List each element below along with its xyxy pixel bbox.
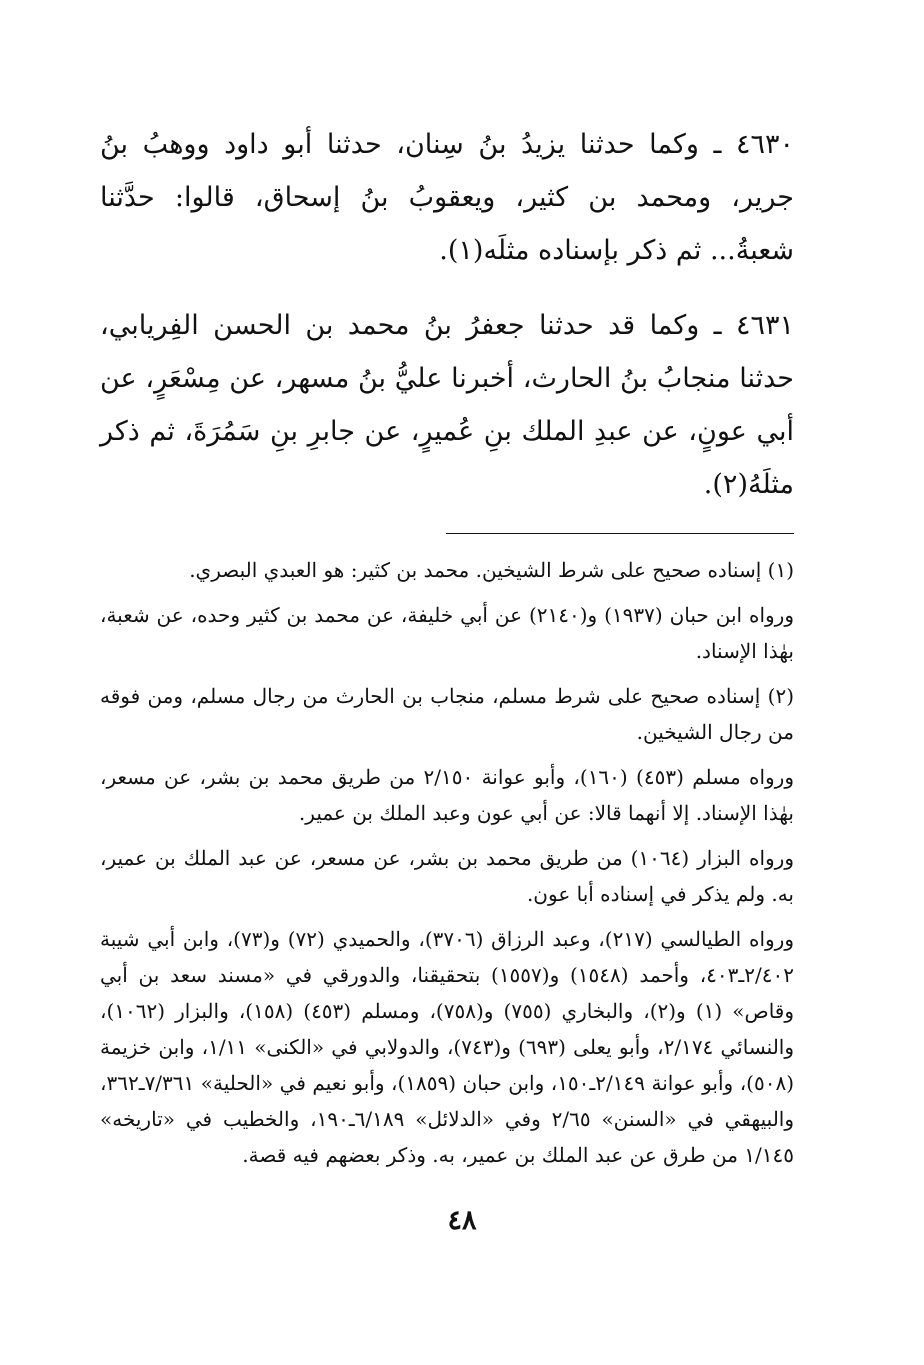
footnote-2: (٢) إسناده صحيح على شرط مسلم، منجاب بن الحارث من رجال مسلم، ومن فوقه من رجال الشيخين. [100, 684, 794, 744]
page-number: ٤٨ [447, 1205, 477, 1236]
hadith-4631: ٤٦٣١ ـ وكما قد حدثنا جعفرُ بنُ محمد بن الحسن الفِريابي، حدثنا منجابُ بنُ الحارث، أخبرنا عليُّ بنُ مسهر، عن مِسْعَرٍ، عن أبي عونٍ، عن عبدِ الملك بنِ عُميرٍ، عن جابرِ بنِ سَمُرَةَ، ثم ذكر مثلَهُ(٢). [100, 310, 794, 500]
footnotes [100, 552, 794, 1173]
page-body [100, 118, 794, 1182]
footnote-1-continued: ورواه ابن حبان (١٩٣٧) و(٢١٤٠) عن أبي خليفة، عن محمد بن كثير وحده، عن شعبة، بهٰذا الإسناد. [100, 603, 794, 663]
footnote-2-continued-a: ورواه مسلم (٤٥٣) (١٦٠)، وأبو عوانة ٢/١٥٠ من طريق محمد بن بشر، عن مسعر، بهٰذا الإسناد. إلا أنهما قالا: عن أبي عون وعبد الملك بن عمير. [100, 765, 794, 825]
footnote-1: (١) إسناده صحيح على شرط الشيخين. محمد بن كثير: هو العبدي البصري. [189, 558, 794, 582]
footnote-2-continued-c: ورواه الطيالسي (٢١٧)، وعبد الرزاق (٣٧٠٦)، والحميدي (٧٢) و(٧٣)، وابن أبي شيبة ٢/٤٠٢ـ٤٠٣، وأحمد (١٥٤٨) و(١٥٥٧) بتحقيقنا، والدورقي في «مسند سعد بن أبي وقاص» (١) و(٢)، والبخاري (٧٥٥) و(٧٥٨)، ومسلم (٤٥٣) (١٥٨)، والبزار (١٠٦٢)، والنسائي ٢/١٧٤، وأبو يعلى (٦٩٣) و(٧٤٣)، والدولابي في «الكنى» ١/١١، وابن خزيمة (٥٠٨)، وأبو عوانة ٢/١٤٩ـ١٥٠، وابن حبان (١٨٥٩)، وأبو نعيم في «الحلية» ٧/٣٦١ـ٣٦٢، والبيهقي في «السنن» ٢/٦٥ وفي «الدلائل» ٦/١٨٩ـ١٩٠، والخطيب في «تاريخه» ١/١٤٥ من طرق عن عبد الملك بن عمير، به. وذكر بعضهم فيه قصة. [100, 927, 795, 1167]
footnote-2-continued-b: ورواه البزار (١٠٦٤) من طريق محمد بن بشر، عن مسعر، عن عبد الملك بن عمير، به. ولم يذكر في إسناده أبا عون. [100, 846, 794, 906]
main-text [100, 118, 794, 511]
footnote-separator [446, 533, 794, 534]
hadith-4630: ٤٦٣٠ ـ وكما حدثنا يزيدُ بنُ سِنان، حدثنا أبو داود ووهبُ بنُ جرير، ومحمد بن كثير، ويعقوبُ بنُ إسحاق، قالوا: حدَّثنا شعبةُ... ثم ذكر بإسناده مثلَه(١). [100, 129, 794, 266]
